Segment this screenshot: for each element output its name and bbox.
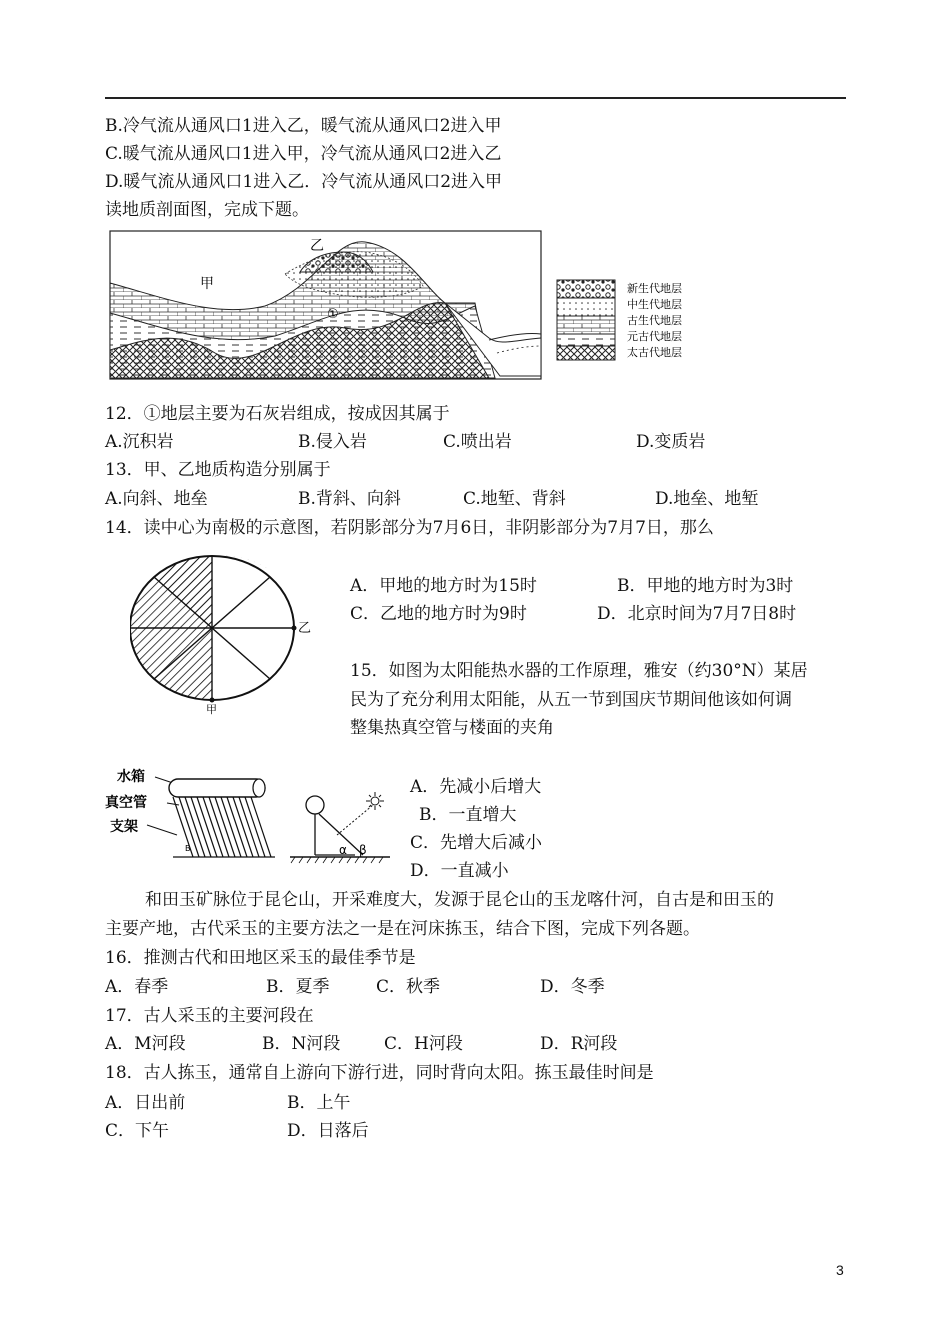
q14-option-c: C．乙地的地方时为9时 <box>350 604 527 624</box>
q12-option-b: B.侵入岩 <box>298 432 367 452</box>
label-bracket: 支架 <box>110 819 138 835</box>
label-b: B <box>185 844 191 853</box>
q16-stem: 16．推测古代和田地区采玉的最佳季节是 <box>105 948 416 968</box>
q15-stem-line3: 整集热真空管与楼面的夹角 <box>350 718 554 738</box>
q17-stem: 17．古人采玉的主要河段在 <box>105 1006 314 1026</box>
q16-option-c: C．秋季 <box>376 977 441 997</box>
passage-line2: 主要产地，古代采玉的主要方法之一是在河床拣玉，结合下图，完成下列各题。 <box>105 919 700 939</box>
geology-label-jia: 甲 <box>200 276 214 292</box>
label-water-tank: 水箱 <box>117 769 145 785</box>
q17-option-d: D．R河段 <box>540 1034 618 1054</box>
option-d-prev: D.暖气流从通风口1进入乙．冷气流从通风口2进入甲 <box>105 172 503 192</box>
q14-stem: 14．读中心为南极的示意图，若阴影部分为7月6日，非阴影部分为7月7日，那么 <box>105 518 714 538</box>
q13-option-b: B.背斜、向斜 <box>298 489 401 509</box>
q12-stem: 12．①地层主要为石灰岩组成，按成因其属于 <box>105 404 450 424</box>
q17-option-c: C．H河段 <box>384 1034 463 1054</box>
geology-cross-section <box>105 228 705 384</box>
legend-archean: 太古代地层 <box>627 346 682 359</box>
q18-stem: 18．古人拣玉，通常自上游向下游行进，同时背向太阳。拣玉最佳时间是 <box>105 1063 654 1083</box>
q15-option-b: B．一直增大 <box>419 805 517 825</box>
passage-line1: 和田玉矿脉位于昆仑山，开采难度大，发源于昆仑山的玉龙喀什河，自古是和田玉的 <box>145 890 774 910</box>
label-beta: β <box>359 843 367 857</box>
option-c-prev: C.暖气流从通风口1进入甲，冷气流从通风口2进入乙 <box>105 144 502 164</box>
q16-option-a: A．春季 <box>105 977 169 997</box>
header-rule <box>105 97 846 99</box>
q17-option-b: B．N河段 <box>262 1034 341 1054</box>
geology-legend <box>557 280 682 360</box>
legend-proterozoic: 元古代地层 <box>627 330 682 343</box>
q13-option-c: C.地堑、背斜 <box>463 489 566 509</box>
q12-option-c: C.喷出岩 <box>443 432 512 452</box>
q13-stem: 13．甲、乙地质构造分别属于 <box>105 460 331 480</box>
q14-option-b: B．甲地的地方时为3时 <box>617 576 794 596</box>
q15-option-d: D．一直减小 <box>410 861 509 881</box>
label-vacuum-tube: 真空管 <box>105 795 147 811</box>
sun-icon <box>366 792 384 810</box>
q12-option-d: D.变质岩 <box>636 432 706 452</box>
label-alpha: α <box>339 843 347 857</box>
geology-label-yi: 乙 <box>310 238 324 254</box>
geology-intro: 读地质剖面图，完成下题。 <box>105 200 309 220</box>
q13-option-d: D.地垒、地堑 <box>655 489 759 509</box>
q18-option-a: A．日出前 <box>105 1093 186 1113</box>
geology-label-1: ① <box>327 307 339 322</box>
legend-paleozoic: 古生代地层 <box>627 314 682 327</box>
q15-stem-line1: 15．如图为太阳能热水器的工作原理，雅安（约30°N）某居 <box>350 661 808 681</box>
solar-heater-figure <box>105 765 395 865</box>
q15-stem-line2: 民为了充分利用太阳能，从五一节到国庆节期间他该如何调 <box>350 690 792 710</box>
q18-option-c: C．下午 <box>105 1121 170 1141</box>
option-b-prev: B.冷气流从通风口1进入乙，暖气流从通风口2进入甲 <box>105 116 502 136</box>
q12-option-a: A.沉积岩 <box>105 432 174 452</box>
polar-label-jia: 甲 <box>206 703 217 715</box>
page-number: 3 <box>836 1262 844 1278</box>
legend-mesozoic: 中生代地层 <box>627 298 682 311</box>
q18-option-d: D．日落后 <box>287 1121 369 1141</box>
q16-option-d: D．冬季 <box>540 977 605 997</box>
polar-diagram <box>130 550 330 715</box>
q14-option-d: D．北京时间为7月7日8时 <box>597 604 797 624</box>
q16-option-b: B．夏季 <box>266 977 330 997</box>
legend-cenozoic: 新生代地层 <box>627 282 682 295</box>
q14-option-a: A．甲地的地方时为15时 <box>350 576 537 596</box>
q13-option-a: A.向斜、地垒 <box>105 489 208 509</box>
q18-option-b: B．上午 <box>287 1093 351 1113</box>
q15-option-c: C．先增大后减小 <box>410 833 543 853</box>
q15-option-a: A．先减小后增大 <box>410 777 542 797</box>
q17-option-a: A．M河段 <box>105 1034 186 1054</box>
polar-label-yi: 乙 <box>298 621 312 636</box>
